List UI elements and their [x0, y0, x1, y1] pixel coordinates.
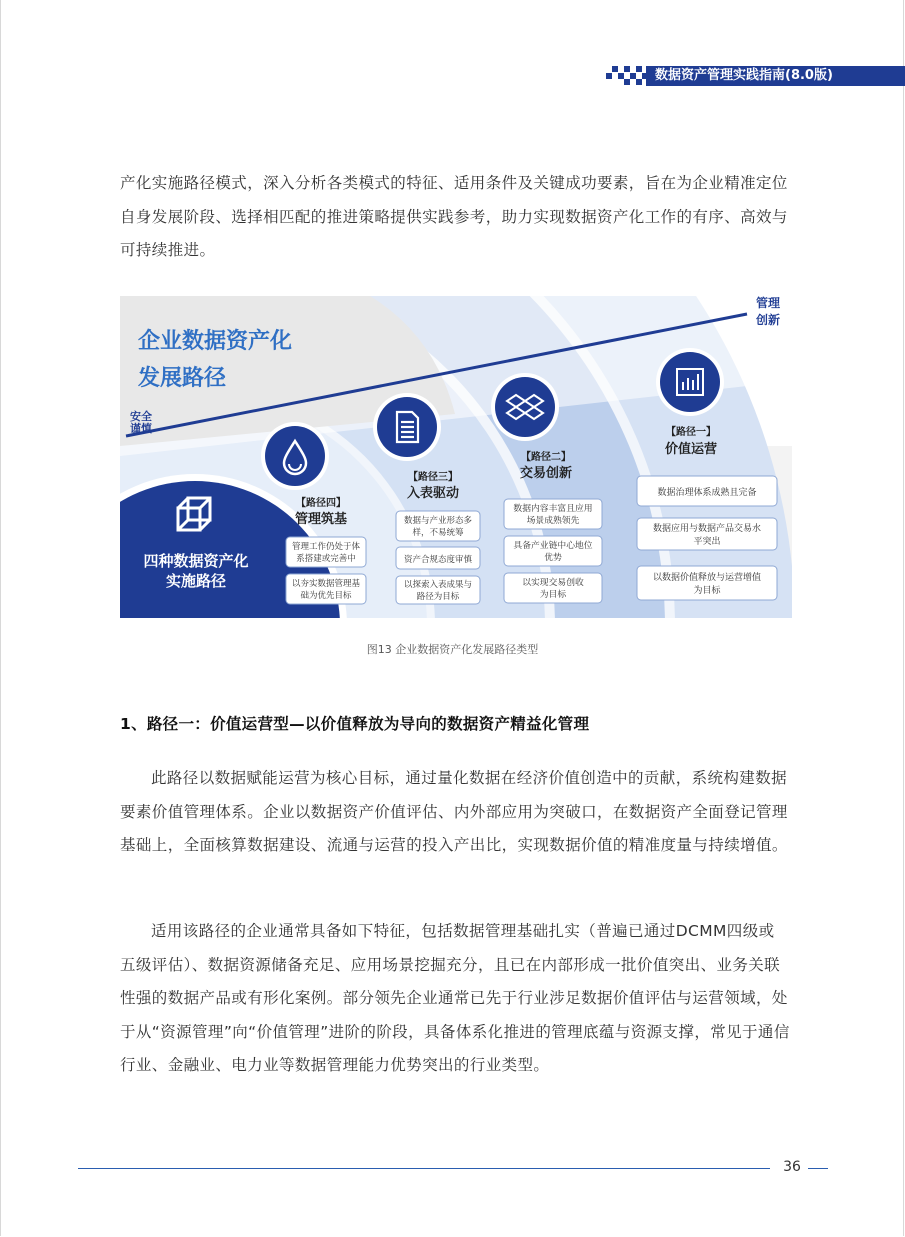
path-three-item1-line2: 样，不易统筹: [412, 528, 464, 538]
path-one-item1: 数据治理体系成熟且完备: [657, 488, 757, 498]
figure-main-title-line1: 企业数据资产化: [138, 329, 293, 354]
header-title: 数据资产管理实践指南(8.0版): [655, 68, 833, 83]
center-label-line2: 实施路径: [165, 572, 227, 590]
footer-line: [78, 1168, 770, 1169]
path-two-item2-line2: 优势: [544, 553, 562, 563]
axis-high-line2: 创新: [756, 313, 781, 327]
path-three-name: 入表驱动: [406, 486, 460, 501]
path-four-name: 管理筑基: [294, 512, 348, 527]
figure-development-paths: [120, 296, 792, 618]
figure-main-title-line2: 发展路径: [138, 366, 227, 391]
path-two-item1-line1: 数据内容丰富且应用: [513, 504, 593, 514]
axis-low-line2: 谨慎: [130, 422, 152, 435]
path-one-name: 价值运营: [664, 442, 718, 457]
figure-caption: 图13 企业数据资产化发展路径类型: [366, 643, 539, 656]
path-one-item2-line2: 平突出: [693, 537, 721, 547]
path-two-item2-line1: 具备产业链中心地位: [513, 541, 593, 551]
path-four-item1-line1: 管理工作仍处于体: [291, 542, 361, 552]
path-two-item1-line2: 场景成熟领先: [526, 516, 580, 526]
path-three-item2: 资产合规态度审慎: [403, 555, 473, 565]
path-two-item3-line2: 为目标: [539, 590, 567, 600]
path-two-item3-line1: 以实现交易创收: [522, 578, 584, 588]
axis-high-line1: 管理: [756, 296, 781, 310]
path-one-tag: 【路径一】: [666, 427, 716, 438]
axis-low-line1: 安全: [130, 410, 152, 423]
path-three-item3-line2: 路径为目标: [416, 592, 460, 602]
path-one-item3-line1: 以数据价值释放与运营增值: [652, 573, 762, 583]
paragraph-3: 适用该路径的企业通常具备如下特征，包括数据管理基础扎实（普遍已通过DCMM四级或五级评估）、数据资源储备充足、应用场景挖掘充分，且已在内部形成一批价值突出、业务关联性强的数据产品或有形化案例。部分领先企业通常已先于行业涉足数据价值评估与运营领域，处于从“资源管理”向“价值管理”进阶的阶段，具备体系化推进的管理底蕴与资源支撑，常见于通信行业、金融业、电力业等数据管理能力优势突出的行业类型。: [120, 922, 790, 1074]
path-one-item3-line2: 为目标: [693, 586, 721, 596]
path-three-item3-line1: 以探索入表成果与: [403, 580, 473, 590]
path-one-item2-line1: 数据应用与数据产品交易水: [652, 524, 762, 534]
center-label-line1: 四种数据资产化: [143, 552, 249, 570]
paragraph-2: 此路径以数据赋能运营为核心目标，通过量化数据在经济价值创造中的贡献，系统构建数据要素价值管理体系。企业以数据资产价值评估、内外部应用为突破口，在数据资产全面登记管理基础上，全面核算数据建设、流通与运营的投入产出比，实现数据价值的精准度量与持续增值。: [120, 769, 788, 854]
page-number: 36: [783, 1159, 801, 1175]
footer-line-right: [808, 1168, 828, 1169]
path-four-item2-line2: 础为优先目标: [300, 591, 352, 601]
path-four-tag: 【路径四】: [296, 498, 346, 509]
figure-svg: [120, 296, 792, 618]
path-four-item2-line1: 以夯实数据管理基: [291, 579, 361, 589]
path-three-tag: 【路径三】: [408, 472, 458, 483]
path-four-item1-line2: 系搭建或完善中: [296, 554, 356, 564]
path-two-name: 交易创新: [519, 466, 573, 481]
section-heading: 1、路径一：价值运营型—以价值释放为导向的数据资产精益化管理: [120, 715, 590, 733]
path-two-tag: 【路径二】: [521, 452, 571, 463]
path-three-item1-line1: 数据与产业形态多: [403, 516, 473, 526]
intro-paragraph: 产化实施路径模式，深入分析各类模式的特征、适用条件及关键成功要素，旨在为企业精准定位自身发展阶段、选择相匹配的推进策略提供实践参考，助力实现数据资产化工作的有序、高效与可持续推进。: [120, 174, 788, 259]
